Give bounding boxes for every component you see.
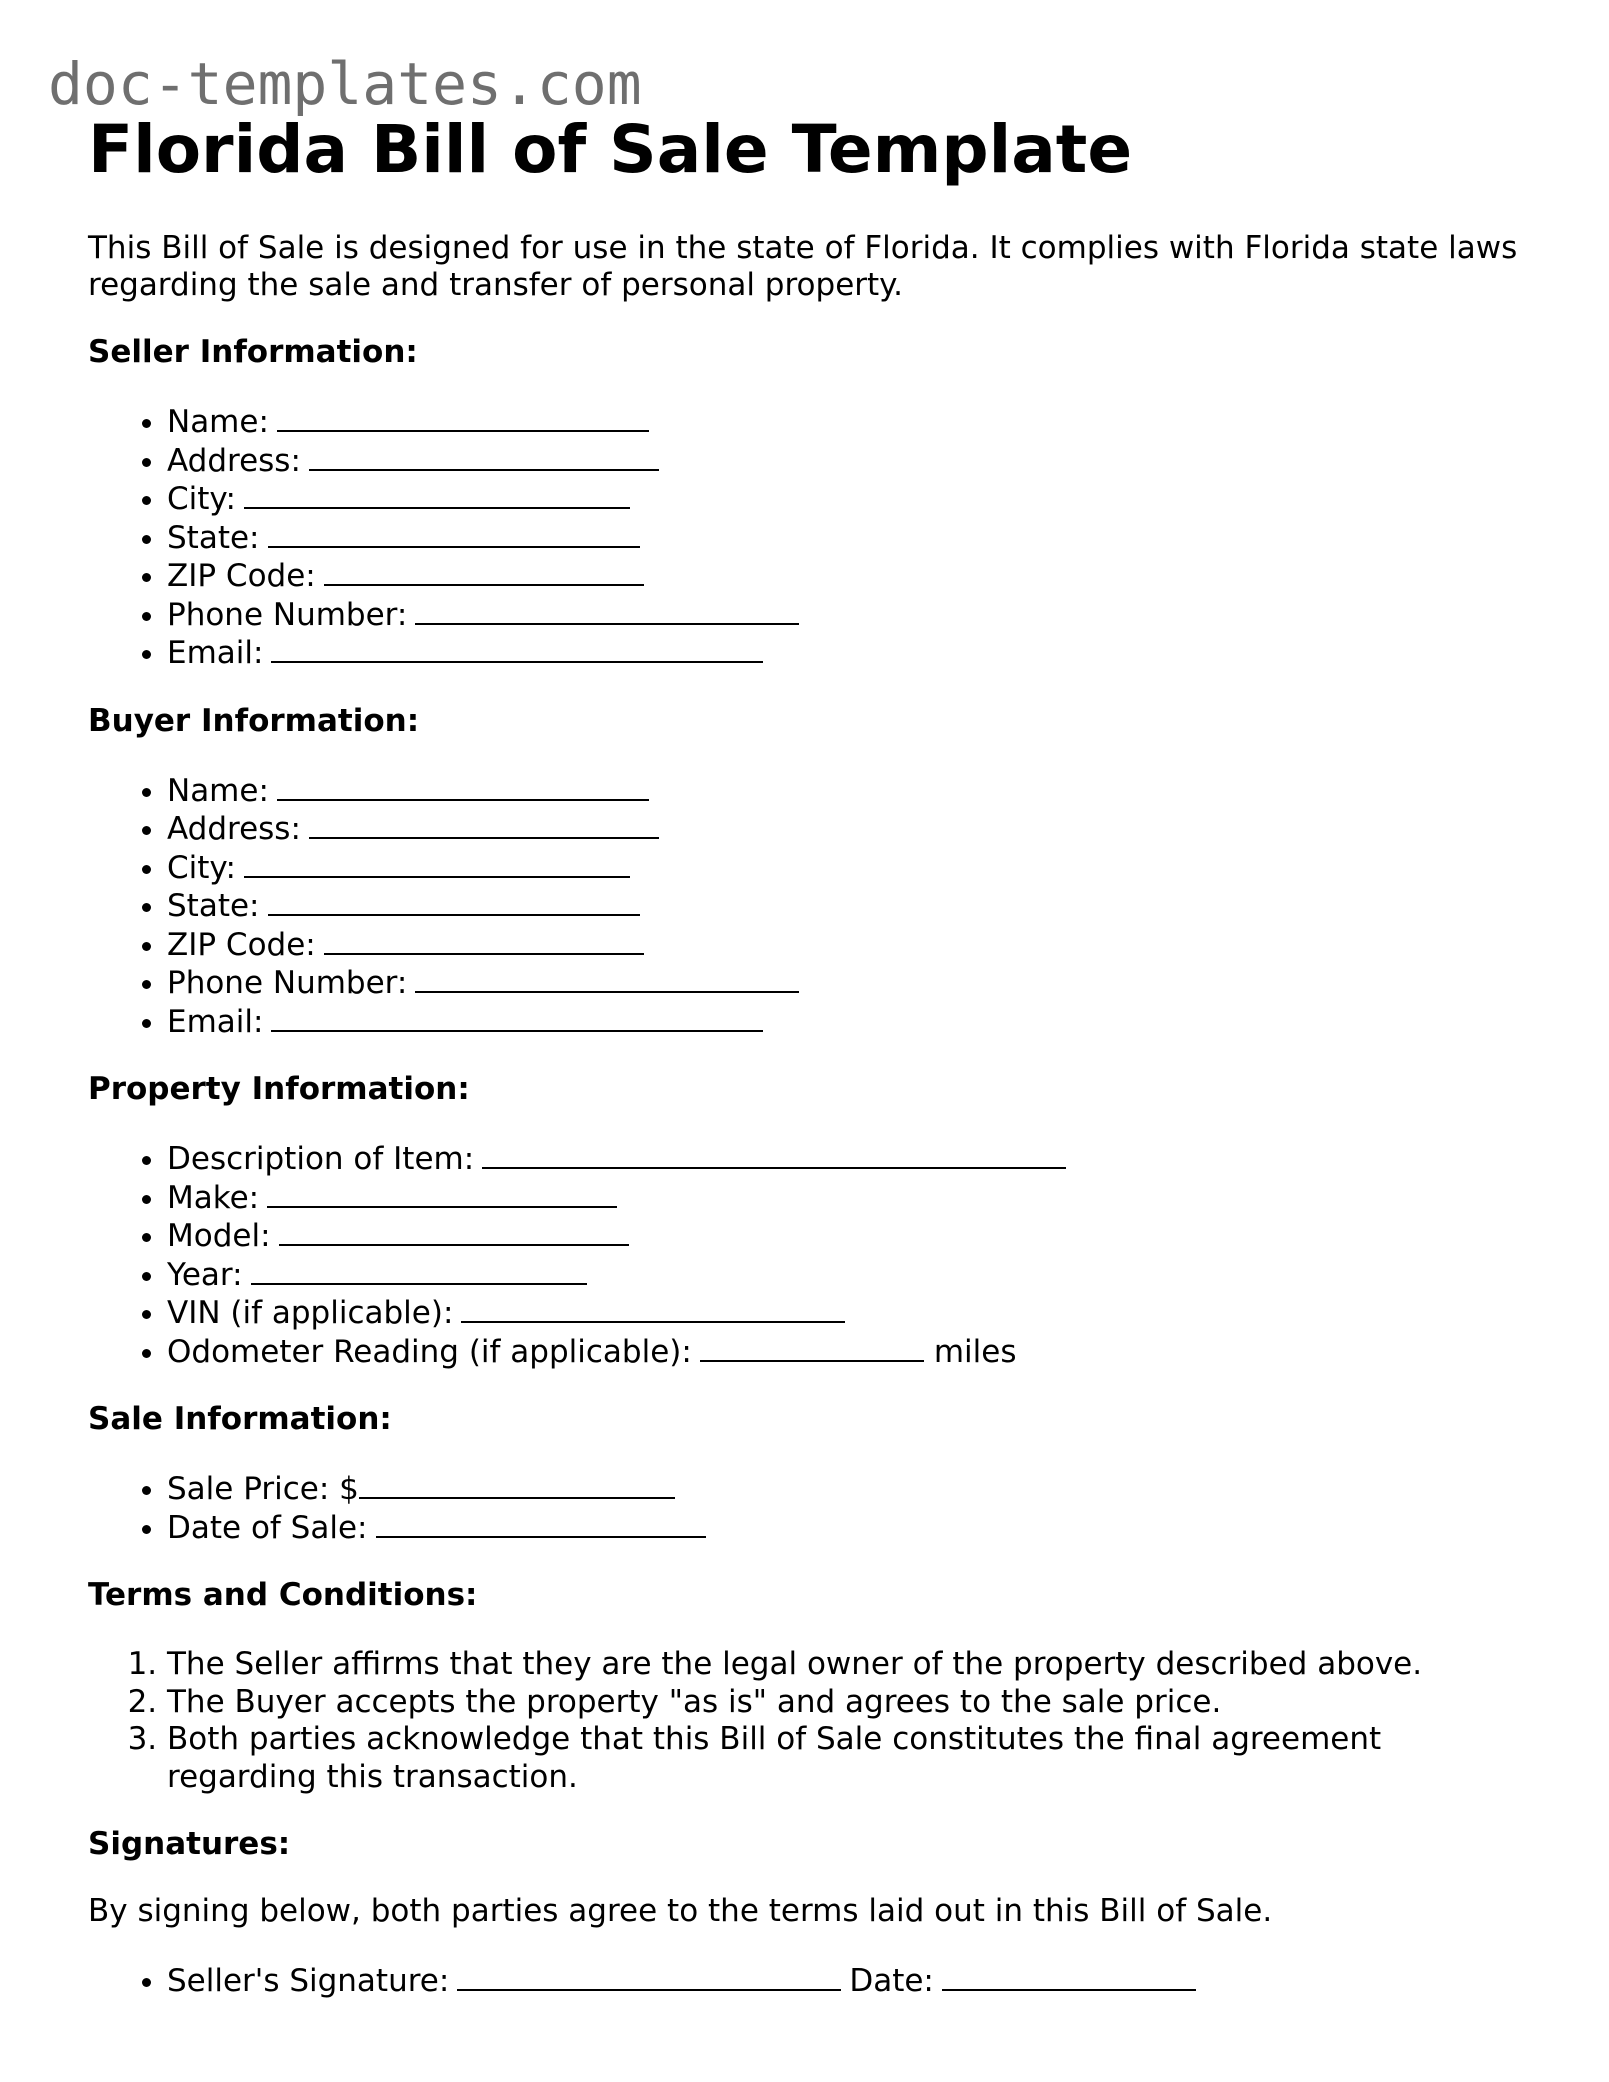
field-label: ZIP Code: [167, 926, 316, 963]
intro-paragraph: This Bill of Sale is designed for use in the state of Florida. It complies with Florida state laws regarding the sale and transfer of personal property. [88, 230, 1518, 303]
field-label: Year: [167, 1256, 243, 1293]
property-make-blank[interactable] [267, 1179, 617, 1208]
seller-name-blank[interactable] [277, 403, 649, 432]
list-item [167, 887, 1528, 926]
seller-fields-list [88, 403, 1528, 673]
field-label: ZIP Code: [167, 558, 316, 594]
field-label: Phone Number: [167, 965, 408, 1001]
seller-heading: Seller Information: [88, 334, 418, 370]
buyer-city-blank[interactable] [244, 849, 630, 878]
list-item [167, 1256, 1528, 1295]
list-item [167, 403, 1528, 442]
field-label: State: [167, 519, 260, 556]
seller-city-blank[interactable] [244, 480, 630, 509]
property-year-blank[interactable] [251, 1256, 587, 1285]
field-label: Description of Item: [167, 1141, 475, 1177]
document-page [88, 110, 1528, 2001]
list-item [167, 964, 1528, 1003]
list-item [167, 772, 1528, 811]
property-vin-blank[interactable] [461, 1294, 845, 1323]
list-item [167, 1962, 1528, 2001]
watermark-logo: doc-templates.com [48, 50, 642, 118]
property-description-blank[interactable] [482, 1140, 1066, 1169]
list-item [167, 634, 1528, 673]
field-label: Model: [167, 1218, 271, 1254]
buyer-zip-blank[interactable] [324, 926, 644, 955]
sale-heading: Sale Information: [88, 1401, 392, 1437]
field-label: VIN (if applicable): [167, 1295, 454, 1331]
field-label: Seller's Signature: [167, 1963, 450, 1999]
terms-heading: Terms and Conditions: [88, 1577, 478, 1613]
list-item [167, 557, 1528, 596]
property-fields-list [88, 1140, 1528, 1371]
buyer-email-blank[interactable] [271, 1003, 763, 1032]
seller-zip-blank[interactable] [324, 557, 644, 586]
list-item [167, 926, 1528, 965]
field-label: City: [167, 849, 236, 886]
buyer-heading: Buyer Information: [88, 702, 420, 739]
list-item [167, 519, 1528, 558]
list-item [167, 1294, 1528, 1333]
list-item [167, 1217, 1528, 1256]
field-label: State: [167, 888, 260, 924]
seller-signature-date-blank[interactable] [942, 1962, 1196, 1991]
property-heading: Property Information: [88, 1071, 470, 1107]
field-label: Phone Number: [167, 596, 408, 633]
buyer-fields-list [88, 772, 1528, 1042]
list-item [167, 442, 1528, 481]
field-label: Address: [167, 442, 301, 479]
list-item [167, 1509, 1528, 1548]
list-item [167, 1003, 1528, 1042]
list-item [167, 596, 1528, 635]
seller-state-blank[interactable] [268, 519, 640, 548]
property-model-blank[interactable] [279, 1217, 629, 1246]
seller-email-blank[interactable] [271, 634, 763, 663]
list-item [167, 480, 1528, 519]
seller-signature-blank[interactable] [457, 1962, 841, 1991]
list-item [167, 1179, 1528, 1218]
sale-price-blank[interactable] [359, 1470, 675, 1499]
field-label: Name: [167, 772, 269, 809]
page-title: Florida Bill of Sale Template [88, 111, 1133, 188]
list-item [167, 1470, 1528, 1509]
field-label: Odometer Reading (if applicable): [167, 1333, 692, 1370]
buyer-phone-blank[interactable] [415, 964, 799, 993]
field-label: Sale Price: $ [167, 1471, 359, 1507]
list-item [167, 1333, 1528, 1372]
list-item [167, 810, 1528, 849]
buyer-address-blank[interactable] [309, 810, 659, 839]
field-label: Make: [167, 1179, 260, 1216]
seller-phone-blank[interactable] [415, 596, 799, 625]
signatures-heading: Signatures: [88, 1826, 291, 1862]
buyer-state-blank[interactable] [268, 887, 640, 916]
signatures-list [88, 1962, 1528, 2001]
list-item: 2. The Buyer accepts the property "as is" and agrees to the sale price. [167, 1684, 1528, 1722]
list-item: 1. The Seller affirms that they are the legal owner of the property described above. [167, 1646, 1528, 1684]
terms-list [88, 1646, 1528, 1796]
signatures-text: By signing below, both parties agree to the terms laid out in this Bill of Sale. [88, 1893, 1273, 1929]
field-label: Date of Sale: [167, 1509, 368, 1546]
field-label: City: [167, 481, 236, 517]
field-label: Name: [167, 404, 269, 440]
buyer-name-blank[interactable] [277, 772, 649, 801]
field-label: Email: [167, 635, 264, 671]
property-odometer-blank[interactable] [700, 1333, 924, 1362]
field-label: Email: [167, 1003, 264, 1040]
odometer-unit: miles [933, 1333, 1017, 1370]
list-item [167, 1140, 1528, 1179]
sale-fields-list [88, 1470, 1528, 1547]
field-label: Address: [167, 811, 301, 847]
list-item: 3. Both parties acknowledge that this Bill of Sale constitutes the final agreement regarding this transaction. [167, 1721, 1467, 1796]
sale-date-blank[interactable] [376, 1509, 706, 1538]
seller-address-blank[interactable] [309, 442, 659, 471]
list-item [167, 849, 1528, 888]
field-label: Date: [849, 1963, 934, 1999]
